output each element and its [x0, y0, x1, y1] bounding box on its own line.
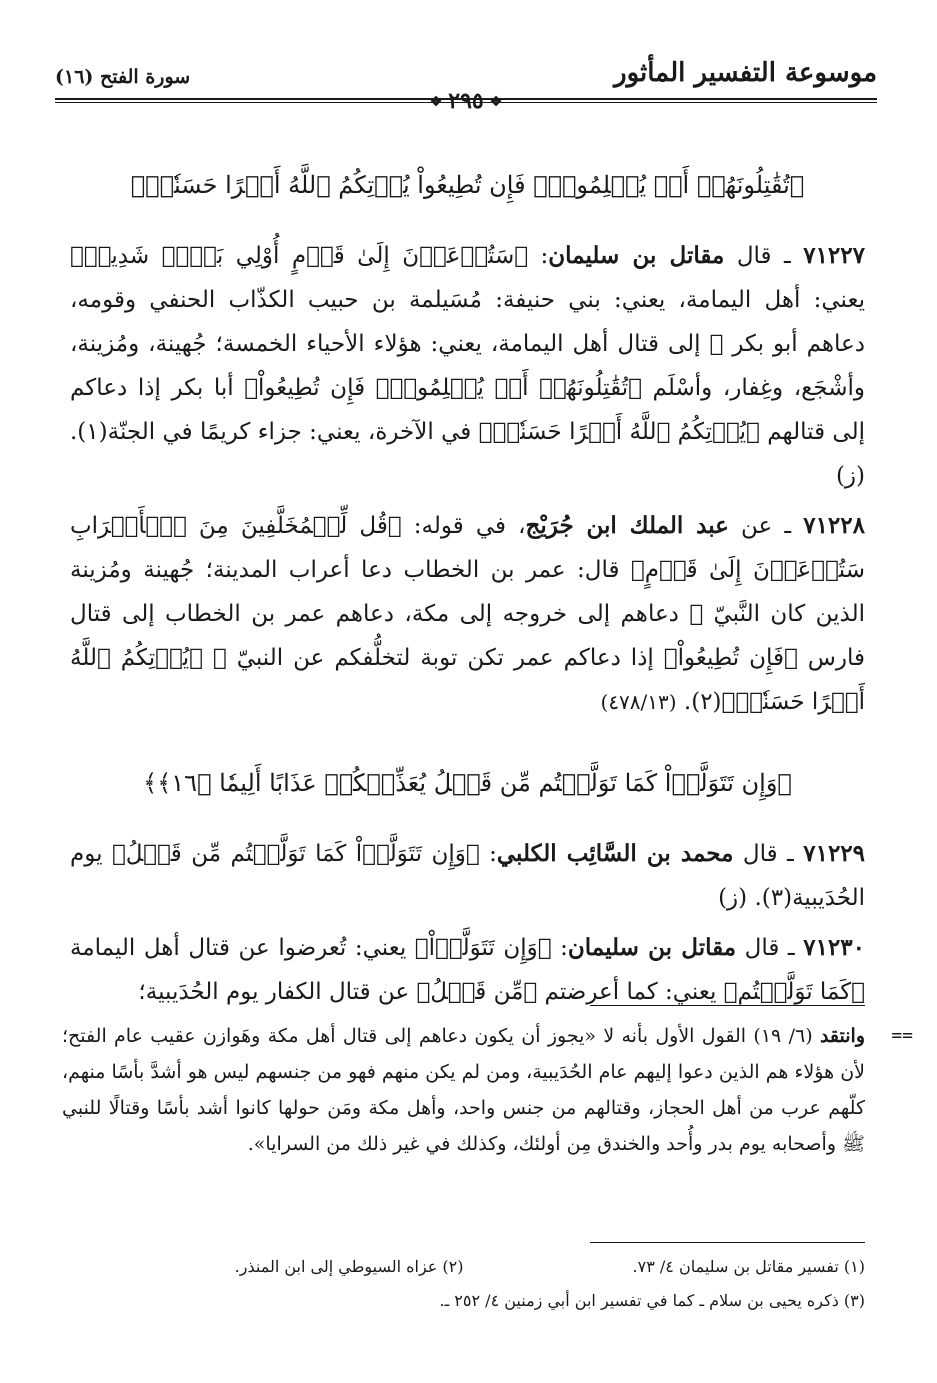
entry-number: ٧١٢٢٨ [803, 512, 865, 539]
tafsir-entry [70, 926, 865, 1014]
footnotes [62, 1250, 865, 1318]
footnote-1: (١) تفسير مقاتل بن سليمان ٤/ ٧٣. [632, 1257, 865, 1276]
ornament-icon: ❖ [429, 94, 443, 110]
header-divider-thin [55, 102, 877, 103]
volume-reference: (٤٧٨/١٣) [600, 690, 677, 714]
narrator-name: مقاتل بن سليمان [567, 934, 737, 961]
entry-number: ٧١٢٢٧ [803, 242, 865, 269]
entry-text: : ﴿وَإِن تَتَوَلَّوۡاْ﴾ يعني: تُعرضوا عن قتال أهل اليمامة ﴿كَمَا تَوَلَّيۡتُم﴾ يعني: كما أعرضتم ﴿مِّن قَبۡلُ﴾ عن قتال الكفار يوم الحُدَيبية؛ [70, 935, 865, 1005]
entry-intro: ـ قال [733, 841, 804, 867]
entry-intro: ـ قال [724, 243, 804, 269]
book-title: موسوعة التفسير المأثور [614, 58, 877, 88]
narrator-name: مقاتل بن سليمان [548, 242, 725, 269]
narrator-name: محمد بن السَّائِب الكلبي [496, 840, 734, 867]
main-content [70, 150, 865, 1020]
continuation-mark: == [891, 1025, 913, 1046]
note-text: (٦/ ١٩) القول الأول بأنه لا «يجوز أن يكون دعاهم إلى قتال أهل مكة وهَوازن عقيب عام الفتح؛ لأن هؤلاء هم الذين دعوا إليهم عام الحُدَيبية، ومن لم يكن منهم فهو من جنسهم ليس هو أشدَّ بأسًا منهم، كلّهم عرب من أهل الحجاز، وقتالهم من جنس واحد، وأهل مكة ومَن حولها كانوا أشد بأسًا وقتالًا للنبي ﷺ وأصحابه يوم بدر وأُحد والخندق مِن أولئك، وكذلك في غير ذلك من السرايا». [62, 1025, 865, 1155]
quran-verse: ﴿وَإِن تَتَوَلَّوۡاْ كَمَا تَوَلَّيۡتُم مِّن قَبۡلُ يُعَذِّبۡكُمۡ عَذَابًا أَلِيمٗا ﴿١٦﴾﴾ [143, 769, 792, 797]
entry-number: ٧١٢٢٩ [803, 840, 866, 867]
surah-title: سورة الفتح (١٦) [55, 66, 191, 88]
entry-text: : ﴿وَإِن تَتَوَلَّوۡاْ كَمَا تَوَلَّيۡتُم مِّن قَبۡلُ﴾ يوم الحُدَيبية(٣). (ز) [70, 841, 865, 911]
narrator-name: عبد الملك ابن جُرَيْج [525, 512, 729, 539]
tafsir-entry [70, 504, 865, 724]
footnote-2: (٢) عزاه السيوطي إلى ابن المنذر. [234, 1257, 464, 1276]
footnote-3: (٣) ذكره يحيى بن سلام ـ كما في تفسير ابن أبي زمنين ٤/ ٢٥٢ ـ. [439, 1291, 865, 1310]
entry-intro: ـ قال [736, 935, 804, 961]
footnote-divider [590, 1242, 865, 1243]
page-number-value: ٢٩٥ [448, 88, 484, 114]
page-number [424, 88, 509, 114]
ornament-icon: ❖ [489, 94, 503, 110]
entry-text: : ﴿سَتُدۡعَوۡنَ إِلَىٰ قَوۡمٍ أُوْلِي بَأۡسٖ شَدِيدٖ﴾ يعني: أهل اليمامة، يعني: بني حنيفة: مُسَيلمة بن حبيب الكذّاب الحنفي وقومه، دعاهم أبو بكر ﷺ إلى قتال أهل اليمامة، يعني: هؤلاء الأحياء الخمسة؛ جُهينة، ومُزينة، وأشْجَع، وغِفار، وأسْلَم ﴿تُقَٰتِلُونَهُمۡ أَوۡ يُسۡلِمُونَۖ فَإِن تُطِيعُواْ﴾ أبا بكر إذا دعاكم إلى قتالهم ﴿يُؤۡتِكُمُ ٱللَّهُ أَجۡرًا حَسَنٗاۖ﴾ في الآخرة، يعني: جزاء كريمًا في الجنّة(١). (ز) [70, 243, 865, 489]
entry-text: ، في قوله: ﴿قُل لِّلۡمُخَلَّفِينَ مِنَ ٱلۡأَعۡرَابِ سَتُدۡعَوۡنَ إِلَىٰ قَوۡمٍ﴾ قال: عمر بن الخطاب دعا أعراب المدينة؛ جُهينة ومُزينة الذين كان النَّبيّ ﷺ دعاهم إلى خروجه إلى مكة، دعاهم عمر بن الخطاب إلى قتال فارس ﴿فَإِن تُطِيعُواْ﴾ إذا دعاكم عمر تكن توبة لتخلُّفكم عن النبيّ ﷺ ﴿يُؤۡتِكُمُ ٱللَّهُ أَجۡرًا حَسَنٗاۖ﴾(٢). [70, 513, 865, 715]
tafsir-entry [70, 234, 865, 498]
header-divider [55, 98, 877, 100]
entry-number: ٧١٢٣٠ [803, 934, 865, 961]
tafsir-entry [70, 832, 865, 920]
entry-intro: ـ عن [728, 513, 804, 539]
continued-note [62, 1018, 913, 1162]
quran-verse: ﴿تُقَٰتِلُونَهُمۡ أَوۡ يُسۡلِمُونَۖ فَإِن تُطِيعُواْ يُؤۡتِكُمُ ٱللَّهُ أَجۡرًا حَسَنٗاۖ﴾ [130, 171, 805, 199]
note-lead: وانتقد [819, 1025, 866, 1047]
footnote-divider [590, 1005, 865, 1006]
